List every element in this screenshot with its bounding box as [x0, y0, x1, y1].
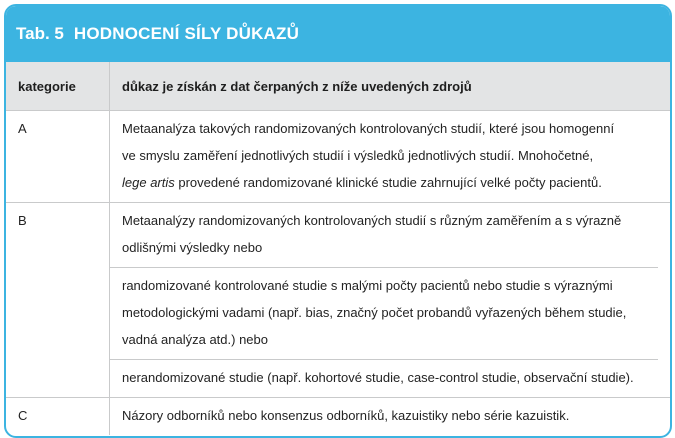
description-text: provedené randomizované klinické studie zahrnující velké počty pacientů.: [174, 175, 602, 190]
table-number: Tab. 5: [16, 24, 64, 43]
description-item: [110, 398, 658, 435]
description-cell: [110, 398, 670, 435]
category-cell: C: [6, 398, 110, 435]
table-row-a: [6, 111, 670, 203]
description-line: vadná analýza atd.) nebo: [122, 332, 268, 347]
evidence-table: [4, 4, 672, 438]
table-row-b: [6, 203, 670, 398]
header-category: kategorie: [6, 62, 110, 110]
table-row-c: [6, 398, 670, 435]
table-title-bar: [6, 6, 670, 62]
description-item: [110, 360, 658, 397]
description-line: Názory odborníků nebo konsenzus odborníků, kazuistiky nebo série kazuistik.: [122, 408, 570, 423]
category-cell: A: [6, 111, 110, 202]
category-cell: B: [6, 203, 110, 397]
description-item: [110, 268, 658, 360]
description-line: odlišnými výsledky nebo: [122, 240, 263, 255]
italic-term: lege artis: [122, 175, 175, 190]
description-item: [110, 111, 658, 202]
description-line: [122, 169, 648, 196]
description-cell: [110, 203, 670, 397]
description-line: metodologickými vadami (např. bias, značný počet probandů vyřazených během studie,: [122, 305, 627, 320]
description-cell: [110, 111, 670, 202]
description-line: randomizované kontrolované studie s malými počty pacientů nebo studie s výraznými: [122, 278, 613, 293]
description-item: [110, 203, 658, 268]
description-line: nerandomizované studie (např. kohortové studie, case-control studie, observační studie).: [122, 370, 634, 385]
header-source: důkaz je získán z dat čerpaných z níže uvedených zdrojů: [122, 78, 472, 94]
description-line: Metaanalýzy randomizovaných kontrolovaných studií s různým zaměřením a s výrazně: [122, 213, 622, 228]
description-line: Metaanalýza takových randomizovaných kontrolovaných studií, které jsou homogenní: [122, 121, 615, 136]
table-title: HODNOCENÍ SÍLY DŮKAZŮ: [73, 24, 300, 43]
description-line: ve smyslu zaměření jednotlivých studií i výsledků jednotlivých studií. Mnohočetné,: [122, 148, 594, 163]
table-header-row: [6, 62, 670, 111]
